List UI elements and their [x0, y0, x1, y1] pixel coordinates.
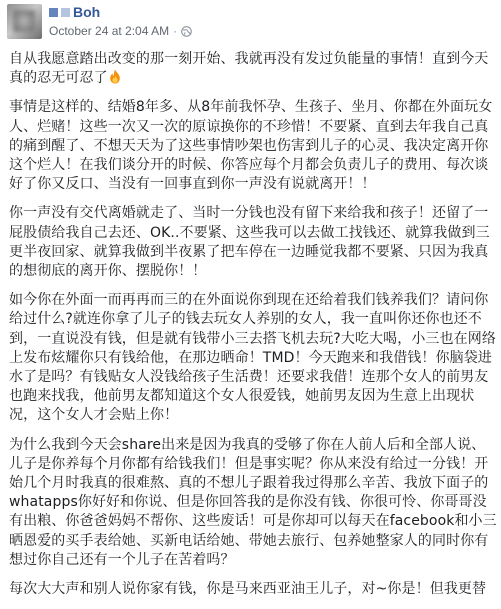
name-redaction-mark: [49, 8, 58, 17]
globe-icon[interactable]: [181, 26, 192, 37]
post-paragraph: 为什么我到今天会share出来是因为我真的受够了你在人前人后和全部人说、儿子是你养每个月你都有给钱我们！但是事实呢？你从来没有给过一分钱！开始几个月时我真的很难熬、真的不想儿子跟着我过得那么辛苦、我放下面子的whatapps你好好和你说、但是你回答我的是你没有钱、你很可怜、你哥哥没有出粮、你爸爸妈妈不帮你、这些废话！可是你却可以每天在facebook和小三晒恩爱的买手表给她、买新电话给她、带她去旅行、包养她整家人的同时你有想过你自己还有一个儿子在苦着吗？: [9, 436, 497, 568]
name-redaction-mark: [61, 8, 70, 17]
post-paragraph: 如今你在外面一而再再而三的在外面说你到现在还给着我们钱养我们？请问你给过什么?就连你拿了儿子的钱去玩女人养别的女人，我一直叫你还你也还不到，一直说没有钱，但是就有钱带小三去搭飞机去玩?大吃大喝，小三也在网络上发布炫耀你只有钱给他，在那边晒命！TMD！今天跑来和我借钱！你脑袋进水了是吗？有钱贴女人没钱给孩子生活费！还要求我借！连那个女人的前男友也跑来找我，他前男友都知道这个女人很爱钱，她前男友因为生意上出现状况，这个女人才会贴上你！: [9, 292, 496, 424]
post-paragraph: [9, 50, 499, 88]
post-paragraph: 事情是这样的、结婚8年多、从8年前我怀孕、生孩子、坐月、你都在外面玩女人、烂赌！这些一次又一次的原谅换你的不珍惜！不要紧、直到去年我自己真的痛到醒了、不想天天为了这些事情吵架也伤害到儿子的心灵、我决定离开你这个烂人！在我们谈分开的时候、你答应每个月都会负责儿子的费用、每次谈好了你又反口、当没有一回事直到你一声没有说就离开！！: [9, 99, 493, 193]
post-meta: [49, 23, 192, 39]
post-header: [0, 0, 501, 44]
poster-name: Boh: [73, 4, 101, 20]
post-paragraph-text: 自从我愿意踏出改变的那一刻开始、我就再没有发过负能量的事情！直到今天真的忍无可忍了: [9, 51, 489, 87]
avatar-blur: [13, 10, 35, 32]
post-timestamp[interactable]: October 24 at 2:04 AM: [49, 24, 170, 38]
fire-icon: [108, 69, 122, 84]
avatar[interactable]: [7, 4, 42, 39]
poster-name-link[interactable]: [49, 3, 100, 21]
meta-separator: ·: [173, 24, 178, 38]
post-paragraph: 你一声没有交代离婚就走了、当时一分钱也没有留下来给我和孩子！还留了一屁股债给我自己去还、OK..不要紧、这些我可以去做工找钱还、就算我做到三更半夜回家、就算我做到半夜累了把车停在一边睡觉我都不要紧、只因为我真的想彻底的离开你、摆脱你！！: [9, 205, 490, 280]
post-paragraph: 每次大大声和别人说你家有钱，你是马来西亚油王儿子，对~你是！但我更替: [9, 581, 487, 598]
post-body: [9, 50, 499, 609]
